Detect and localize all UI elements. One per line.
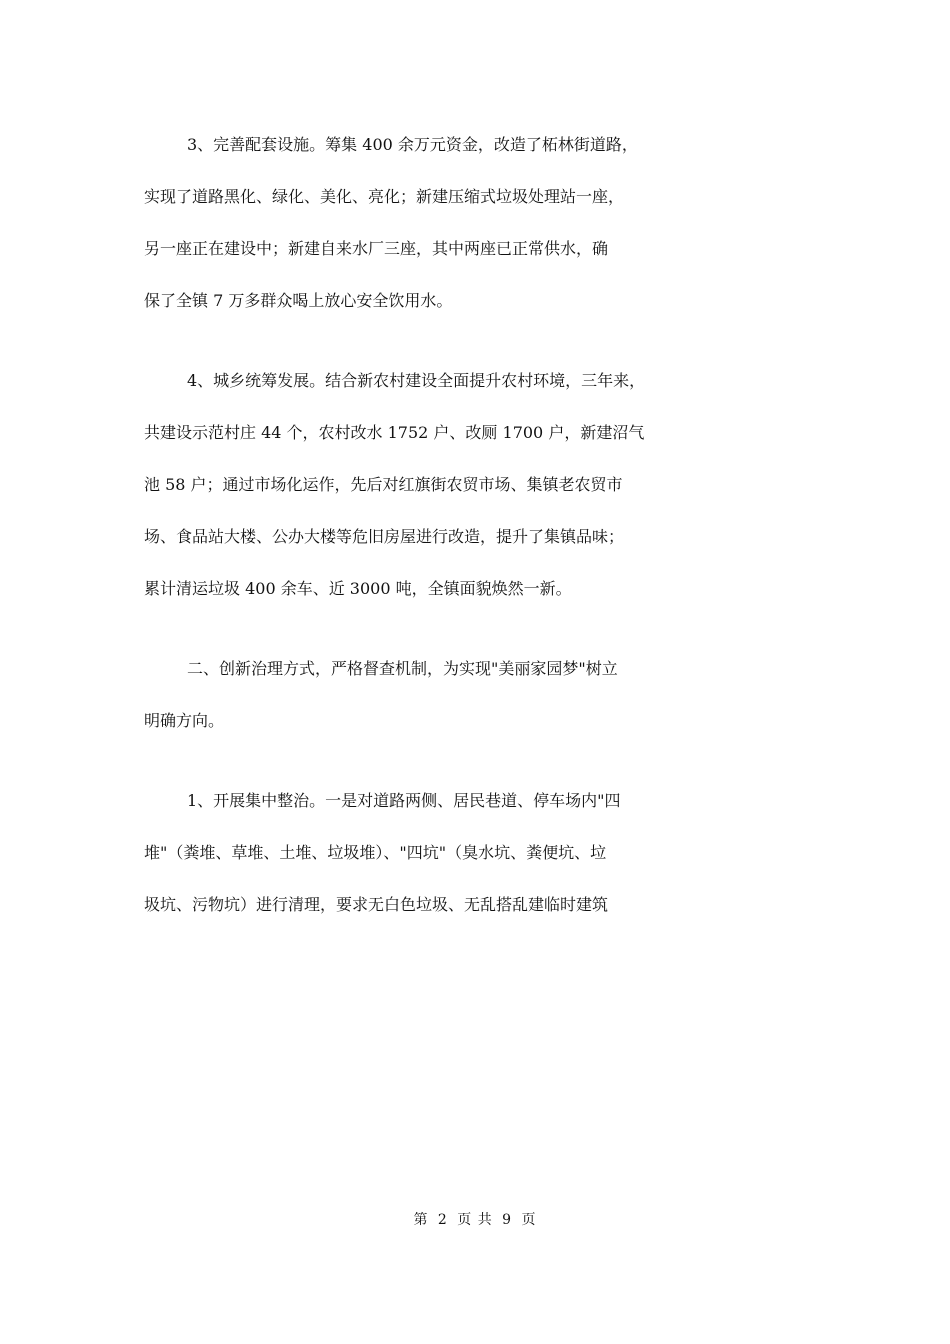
footer-middle: 页 共	[457, 1212, 493, 1228]
footer-total-pages: 9	[502, 1212, 513, 1228]
footer-current-page: 2	[437, 1212, 448, 1228]
text-line: 堆"（粪堆、草堆、土堆、垃圾堆）、"四坑"（臭水坑、粪便坑、垃	[144, 843, 607, 862]
footer-prefix: 第	[413, 1212, 429, 1228]
text-line: 另一座正在建设中；新建自来水厂三座，其中两座已正常供水，确	[144, 239, 609, 258]
text-line: 累计清运垃圾 400 余车、近 3000 吨，全镇面貌焕然一新。	[144, 579, 572, 598]
document-body	[144, 132, 808, 972]
text-line: 实现了道路黑化、绿化、美化、亮化；新建压缩式垃圾处理站一座，	[144, 187, 625, 206]
paragraph-1-rectification	[144, 788, 808, 944]
text-line: 保了全镇 7 万多群众喝上放心安全饮用水。	[144, 291, 453, 310]
paragraph-3-facilities	[144, 132, 808, 340]
text-line: 二、创新治理方式，严格督查机制，为实现"美丽家园梦"树立	[187, 659, 618, 678]
text-line: 3、完善配套设施。筹集 400 余万元资金，改造了柘林街道路，	[187, 135, 638, 154]
paragraph-4-urban-rural	[144, 368, 808, 628]
text-line: 明确方向。	[144, 711, 225, 730]
text-line: 池 58 户；通过市场化运作，先后对红旗街农贸市场、集镇老农贸市	[144, 475, 623, 494]
footer-suffix: 页	[521, 1212, 537, 1228]
text-line: 共建设示范村庄 44 个，农村改水 1752 户、改厕 1700 户，新建沼气	[144, 423, 645, 442]
text-line: 场、食品站大楼、公办大楼等危旧房屋进行改造，提升了集镇品味；	[144, 527, 625, 546]
text-line: 圾坑、污物坑）进行清理，要求无白色垃圾、无乱搭乱建临时建筑	[144, 895, 609, 914]
page-footer	[0, 1209, 950, 1229]
text-line: 4、城乡统筹发展。结合新农村建设全面提升农村环境，三年来，	[187, 371, 646, 390]
text-line: 1、开展集中整治。一是对道路两侧、居民巷道、停车场内"四	[187, 791, 621, 810]
section-heading-2	[144, 656, 808, 760]
